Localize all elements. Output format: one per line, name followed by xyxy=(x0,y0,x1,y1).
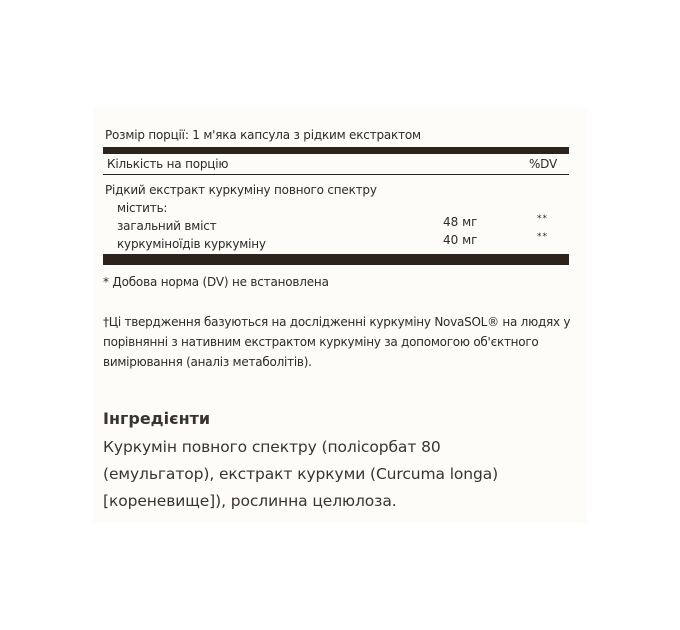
facts-bottom-rule xyxy=(103,254,569,265)
daily-value-header: %DV xyxy=(528,157,557,171)
row2-dv: ** xyxy=(537,232,548,242)
amount-per-serving-label: Кількість на порцію xyxy=(107,157,229,171)
item-title-line2: містить: xyxy=(117,201,168,215)
row1-amount: 48 мг xyxy=(443,215,478,229)
facts-header-row xyxy=(103,154,569,175)
row2-amount: 40 мг xyxy=(443,233,478,247)
row2-label: куркуміноїдів куркуміну xyxy=(117,237,266,251)
serving-size: Розмір порції: 1 м'яка капсула з рідким екстрактом xyxy=(105,128,421,142)
dv-footnote: * Добова норма (DV) не встановлена xyxy=(103,275,329,289)
research-statement: †Ці твердження базуються на дослідженні куркуміну NovaSOL® на людях у порівнянні з нативним екстрактом куркуміну за допомогою об'єктного вимірювання (аналіз метаболітів). xyxy=(103,315,571,369)
facts-top-rule xyxy=(103,147,569,154)
item-title-line1: Рідкий екстракт куркуміну повного спектру xyxy=(105,183,377,197)
row1-dv: ** xyxy=(537,214,548,224)
ingredients-title: Інгредієнти xyxy=(103,409,211,428)
ingredients-text: Куркумін повного спектру (полісорбат 80 (емульгатор), екстракт куркуми (Curcuma longa) [кореневище]), рослинна целюлоза. xyxy=(103,438,499,510)
row1-label: загальний вміст xyxy=(117,219,217,233)
